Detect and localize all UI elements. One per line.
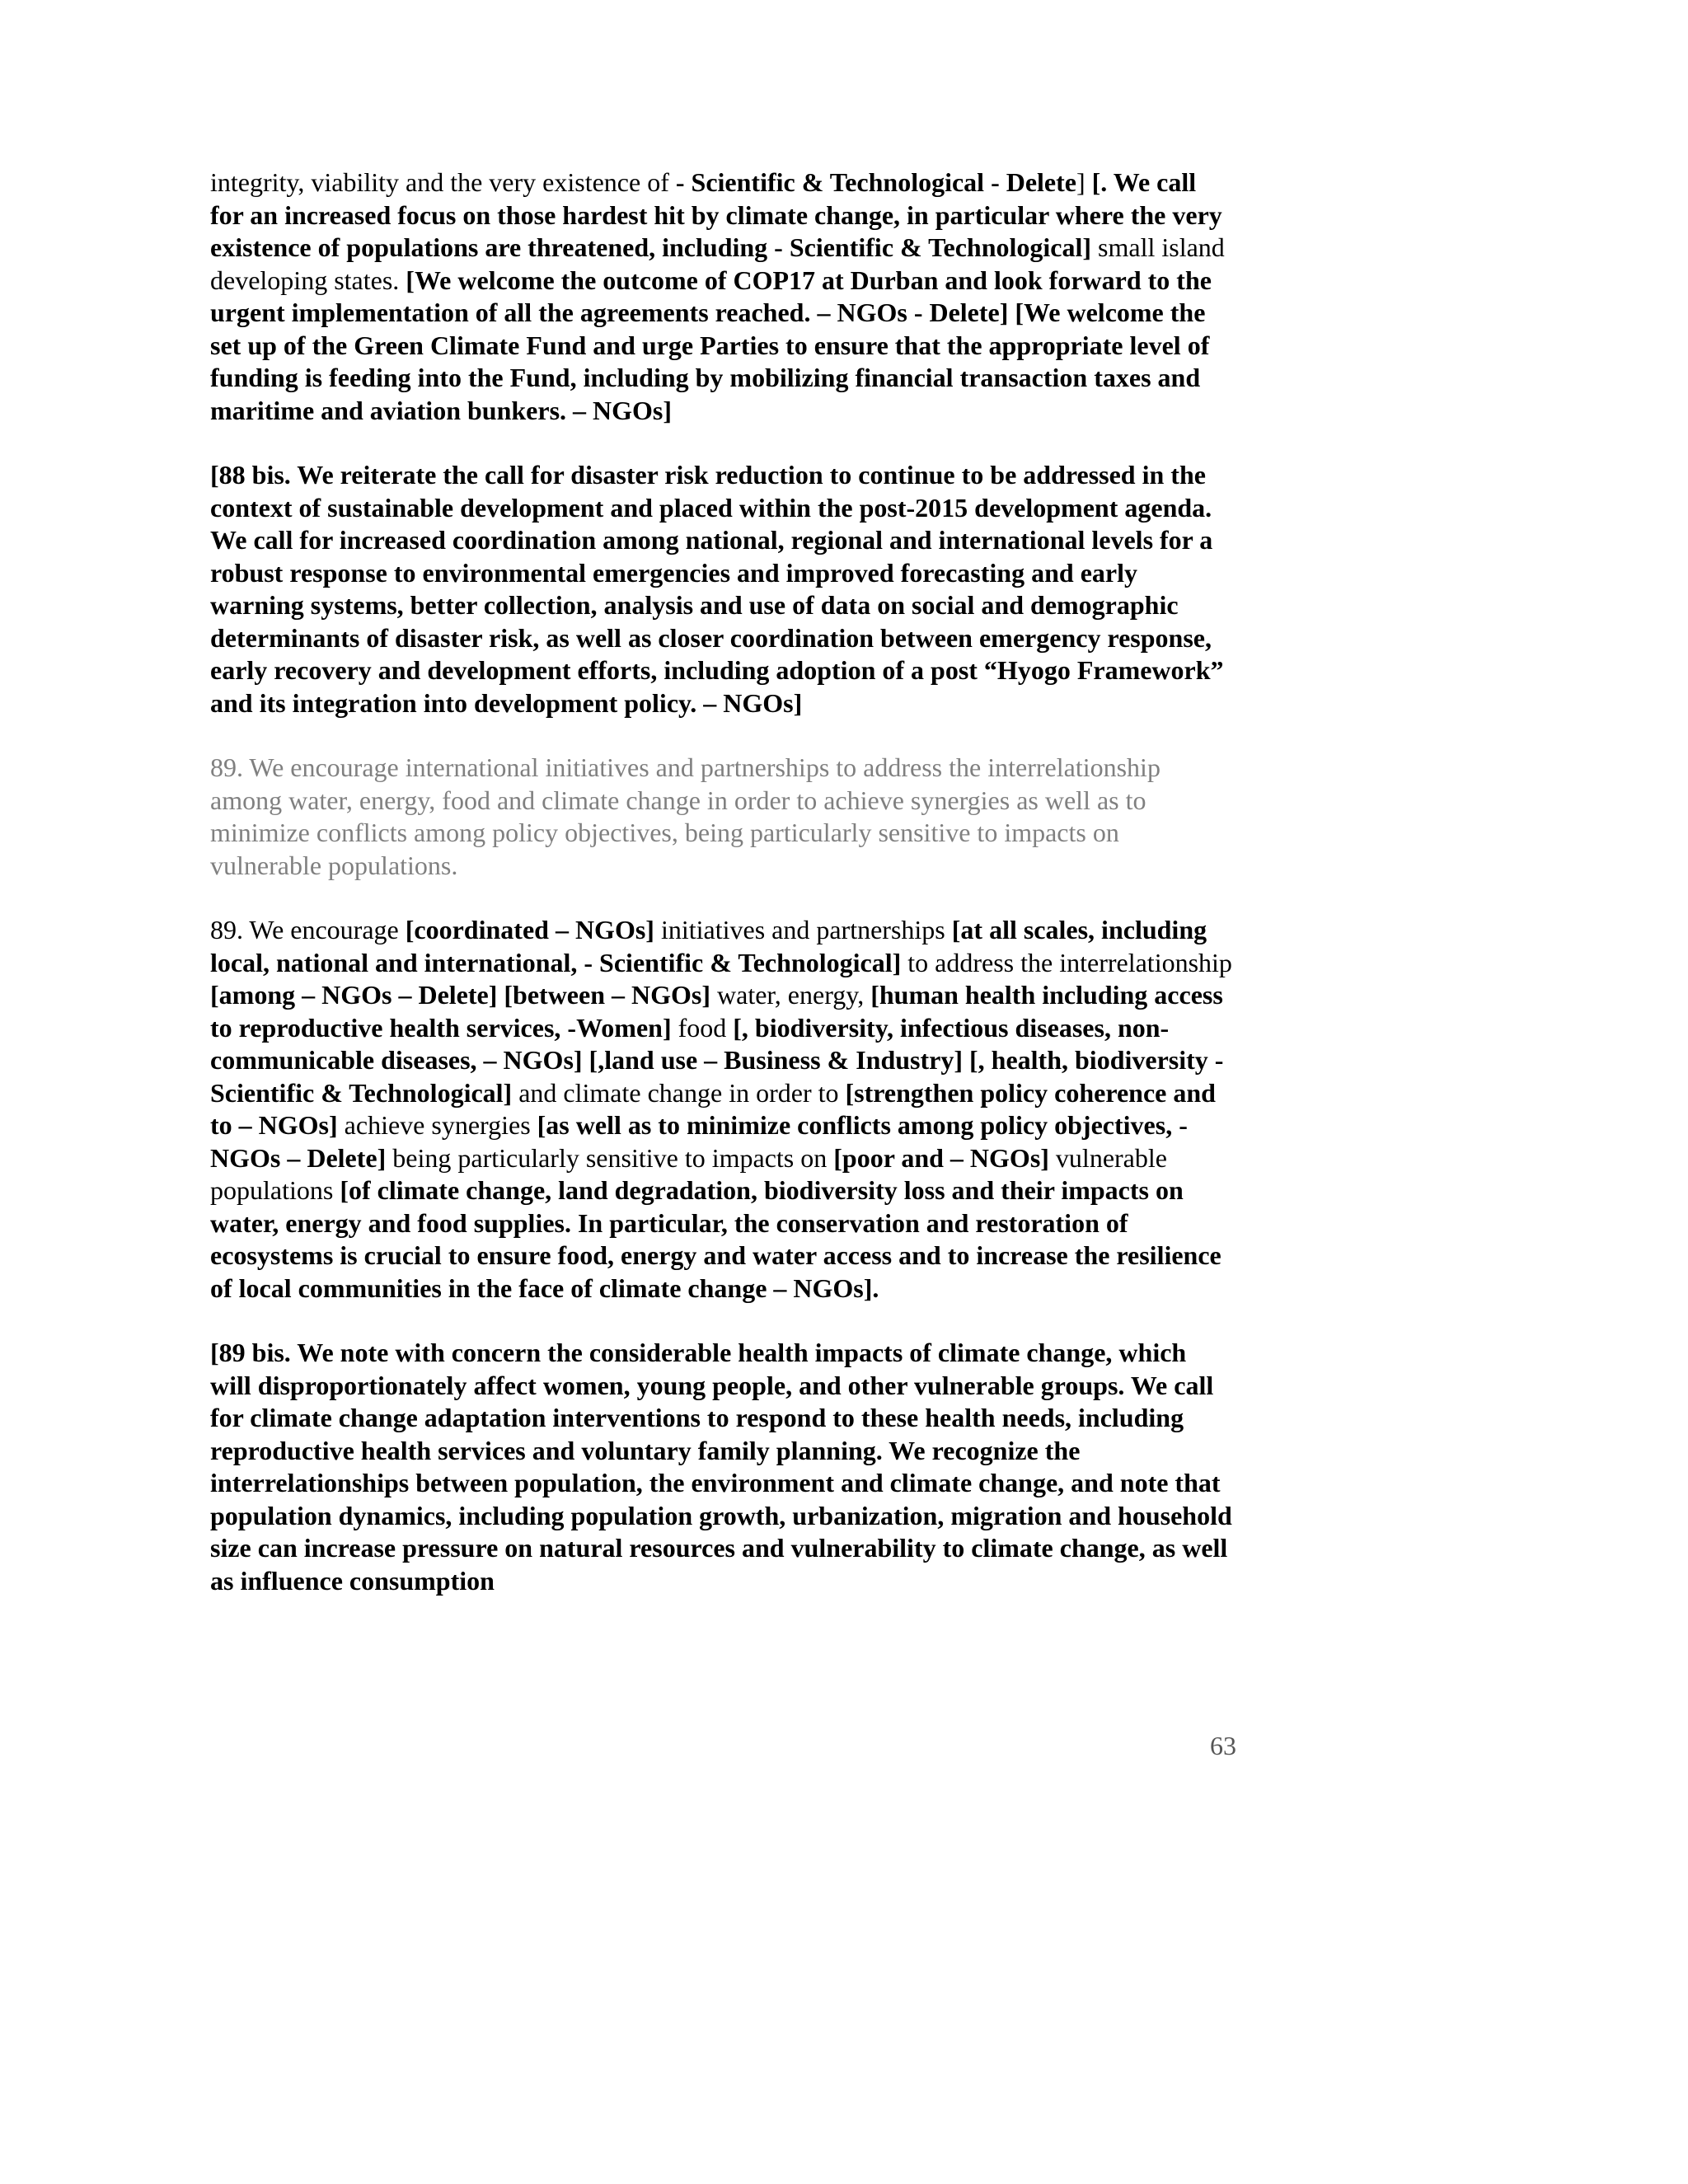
text-run-bold: [of climate change, land degradation, biodiversity loss and their impacts on water, energy and food supplies. In particular, the conservation and restoration of ecosystems is crucial to ensure food, energy and water access and to increase the resilience of local communities in the face of climate change – NGOs]. <box>210 1175 1221 1303</box>
text-run-bold: [We welcome the outcome of COP17 at Durban and look forward to the urgent implementation of all the agreements reached. – NGOs - Delete] [We welcome the set up of the Green Climate Fund and urge Parties to ensure that the appropriate level of funding is feeding into the Fund, including by mobilizing financial transaction taxes and maritime and aviation bunkers. – NGOs] <box>210 265 1212 425</box>
paragraph-89-original <box>210 752 1232 882</box>
text-run: vulnerable populations <box>210 1142 1167 1205</box>
paragraph-88-bis <box>210 459 1232 719</box>
text-run: and climate change in order to <box>512 1077 846 1108</box>
text-run: food <box>671 1012 734 1043</box>
text-run: integrity, viability and the very existence of <box>210 167 676 197</box>
paragraph-continuation <box>210 166 1232 427</box>
text-run-bold: [89 bis. We note with concern the considerable health impacts of climate change, which will disproportionately affect women, young people, and other vulnerable groups. We call for climate change adaptation interventions to respond to these health needs, including reproductive health services and voluntary family planning. We recognize the interrelationships between population, the environment and climate change, and note that population dynamics, including population growth, urbanization, migration and household size can increase pressure on natural resources and vulnerability to climate change, as well as influence consumption <box>210 1338 1232 1596</box>
page-number: 63 <box>1210 1731 1236 1760</box>
text-run-bold: [88 bis. We reiterate the call for disaster risk reduction to continue to be addressed in the context of sustainable development and placed within the post-2015 development agenda. We call for increased coordination among national, regional and international levels for a robust response to environmental emergencies and improved forecasting and early warning systems, better collection, analysis and use of data on social and demographic determinants of disaster risk, as well as closer coordination between emergency response, early recovery and development efforts, including adoption of a post “Hyogo Framework” and its integration into development policy. – NGOs] <box>210 460 1224 718</box>
text-run-bold: [among – NGOs – Delete] [between – NGOs] <box>210 980 710 1010</box>
text-run-bold: [, biodiversity, infectious diseases, non-communicable diseases, – NGOs] [,land use – Business & Industry] [, health, biodiversity - Scientific & Technological] <box>210 1012 1224 1108</box>
text-run-bold: [poor and – NGOs] <box>833 1142 1049 1173</box>
text-run: being particularly sensitive to impacts on <box>386 1142 834 1173</box>
text-run: 89. We encourage <box>210 915 406 944</box>
text-run: water, energy, <box>710 980 871 1010</box>
text-run-bold: - Scientific & Technological - Delete <box>675 167 1076 197</box>
text-run-bold: [strengthen policy coherence and to – NGOs] <box>210 1077 1216 1140</box>
document-body <box>210 166 1232 1629</box>
text-run: 89. We encourage international initiatives and partnerships to address the interrelationship among water, energy, food and climate change in order to achieve synergies as well as to minimize conflicts among policy objectives, being particularly sensitive to impacts on vulnerable populations. <box>210 752 1160 880</box>
paragraph-89-amended <box>210 914 1232 1305</box>
paragraph-89-bis <box>210 1337 1232 1597</box>
text-run-bold: [human health including access to reproductive health services, -Women] <box>210 980 1223 1043</box>
text-run-bold: [coordinated – NGOs] <box>405 915 654 944</box>
text-run: small island developing states. <box>210 232 1225 295</box>
text-run-bold: [at all scales, including local, national and international, - Scientific & Technological] <box>210 915 1207 977</box>
text-run-bold: [as well as to minimize conflicts among policy objectives, - NGOs – Delete] <box>210 1110 1188 1173</box>
text-run-bold: [. We call for an increased focus on those hardest hit by climate change, in particular where the very existence of populations are threatened, including - Scientific & Technological] <box>210 167 1222 262</box>
text-run: achieve synergies <box>337 1110 537 1140</box>
text-run: to address the interrelationship <box>901 947 1232 977</box>
text-run: initiatives and partnerships <box>654 915 952 944</box>
text-run: ] <box>1076 167 1092 197</box>
